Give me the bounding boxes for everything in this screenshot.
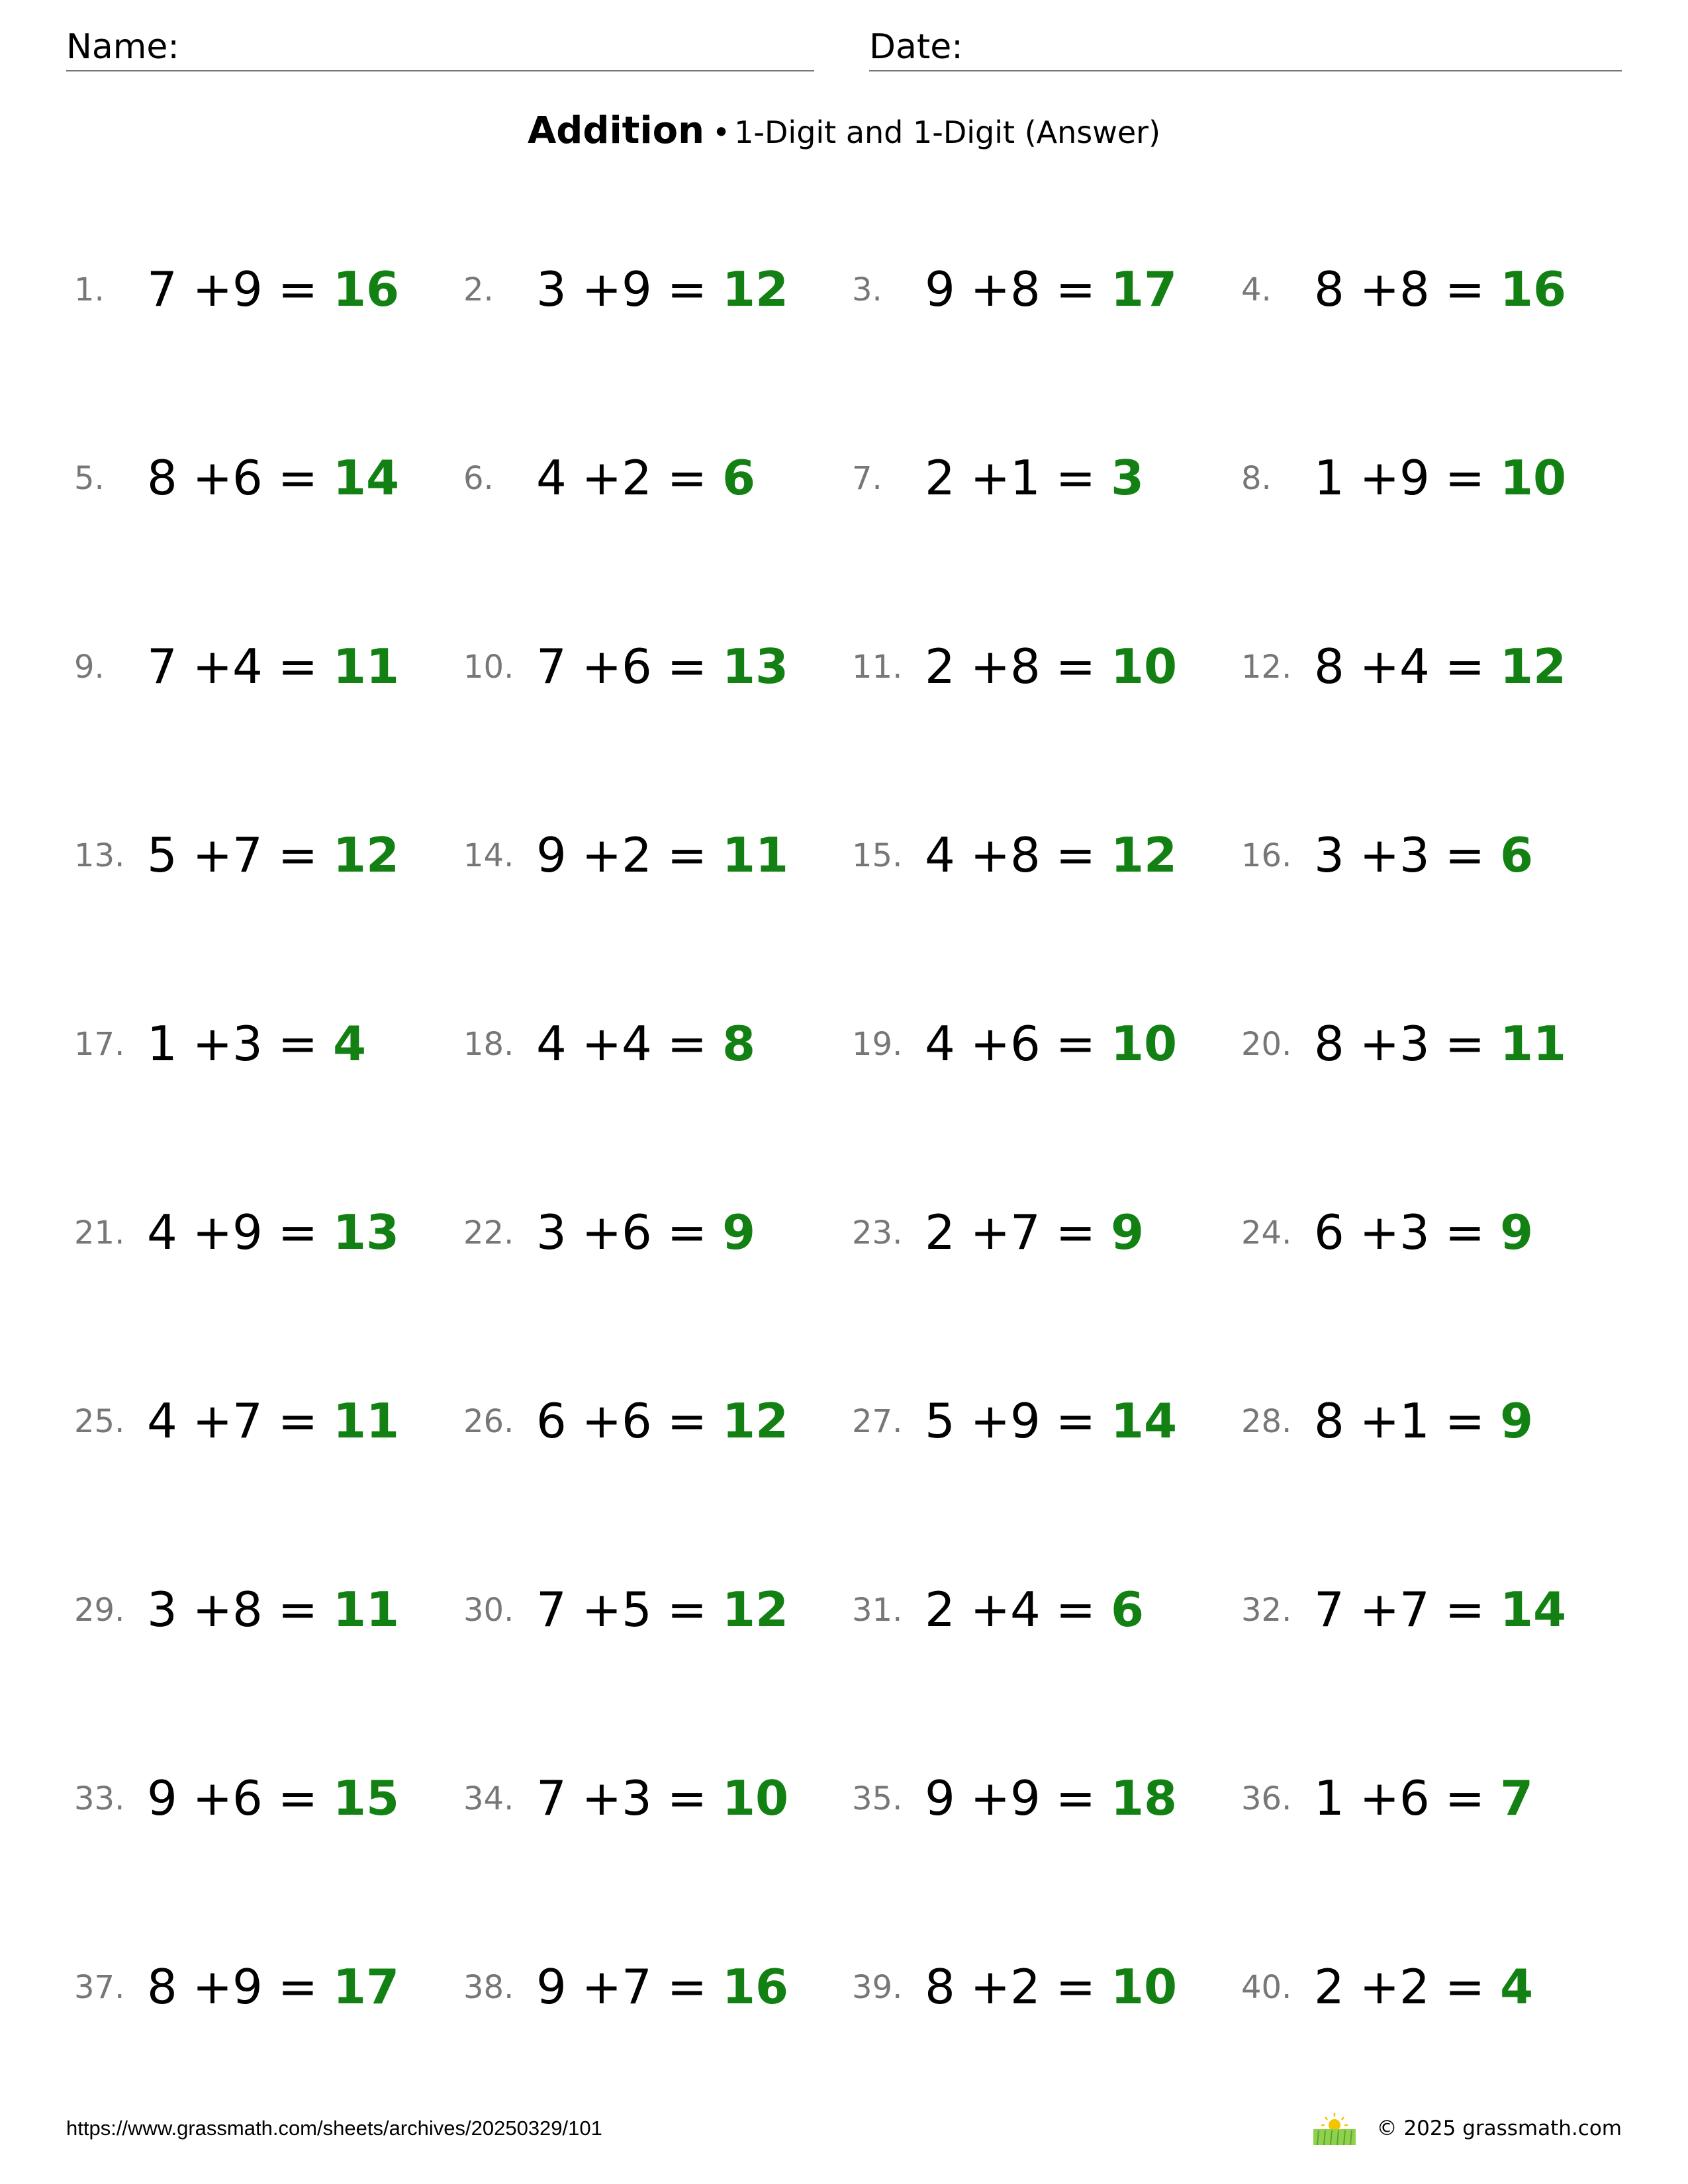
problem-number: 26. <box>463 1403 514 1440</box>
addend-b: 3 <box>1399 1205 1430 1260</box>
equals-sign: = <box>1444 261 1485 317</box>
problem-number: 11. <box>852 649 903 686</box>
addend-a: 4 <box>925 1016 955 1071</box>
plus-operator: + <box>970 639 1011 694</box>
plus-operator: + <box>581 639 622 694</box>
addend-b: 6 <box>622 1205 652 1260</box>
answer: 16 <box>332 261 400 317</box>
problem-expression <box>536 637 788 696</box>
plus-operator: + <box>1359 1959 1400 2015</box>
answer: 4 <box>1499 1959 1534 2015</box>
footer-url: https://www.grassmath.com/sheets/archives/20250329/101 <box>66 2116 602 2140</box>
answer: 12 <box>332 827 400 883</box>
answer: 10 <box>1110 1959 1178 2015</box>
addend-b: 2 <box>622 450 652 506</box>
addend-b: 4 <box>1399 639 1430 694</box>
problem-expression <box>925 1391 1177 1451</box>
plus-operator: + <box>970 261 1011 317</box>
problem-expression <box>1314 825 1533 885</box>
addend-a: 7 <box>536 1770 567 1826</box>
plus-operator: + <box>192 639 233 694</box>
problem-expression <box>925 1957 1177 2017</box>
equals-sign: = <box>1055 827 1096 883</box>
plus-operator: + <box>192 1582 233 1637</box>
addend-b: 6 <box>232 450 263 506</box>
addend-a: 3 <box>536 261 567 317</box>
problem-number: 3. <box>852 271 882 308</box>
addend-b: 8 <box>1010 261 1041 317</box>
addend-b: 4 <box>232 639 263 694</box>
answer: 17 <box>1110 261 1178 317</box>
answer: 12 <box>1499 639 1567 694</box>
problem-number: 23. <box>852 1214 903 1251</box>
problem-expression <box>536 259 788 319</box>
problem-expression <box>147 637 399 696</box>
problem-number: 38. <box>463 1969 514 2006</box>
plus-operator: + <box>970 1393 1011 1449</box>
equals-sign: = <box>1055 450 1096 506</box>
problem-expression <box>1314 637 1566 696</box>
equals-sign: = <box>667 450 708 506</box>
addend-b: 1 <box>1010 450 1041 506</box>
equals-sign: = <box>667 1205 708 1260</box>
problem-expression <box>147 1391 399 1451</box>
answer: 14 <box>1110 1393 1178 1449</box>
addend-a: 7 <box>536 1582 567 1637</box>
addend-a: 2 <box>925 450 955 506</box>
answer: 12 <box>722 1582 789 1637</box>
addend-a: 9 <box>925 261 955 317</box>
problem-number: 19. <box>852 1026 903 1063</box>
problem-number: 21. <box>74 1214 125 1251</box>
equals-sign: = <box>1444 1582 1485 1637</box>
grassmath-logo-icon <box>1311 2111 1358 2146</box>
date-field <box>869 24 1622 71</box>
problem-expression <box>925 1768 1177 1828</box>
addend-b: 6 <box>232 1770 263 1826</box>
plus-operator: + <box>581 1205 622 1260</box>
plus-operator: + <box>970 1770 1011 1826</box>
plus-operator: + <box>192 450 233 506</box>
answer: 18 <box>1110 1770 1178 1826</box>
problem-number: 40. <box>1241 1969 1292 2006</box>
addend-b: 3 <box>1399 827 1430 883</box>
problem-number: 8. <box>1241 460 1272 497</box>
addend-b: 8 <box>1010 639 1041 694</box>
answer: 14 <box>1499 1582 1567 1637</box>
answer: 8 <box>722 1016 756 1071</box>
problem-expression <box>925 448 1144 508</box>
problem-expression <box>1314 1391 1533 1451</box>
equals-sign: = <box>277 827 318 883</box>
addend-b: 6 <box>1399 1770 1430 1826</box>
answer: 10 <box>1110 639 1178 694</box>
answer: 11 <box>722 827 789 883</box>
problem-number: 12. <box>1241 649 1292 686</box>
addend-b: 9 <box>1010 1770 1041 1826</box>
worksheet-title <box>0 105 1688 159</box>
plus-operator: + <box>581 1016 622 1071</box>
problem-number: 10. <box>463 649 514 686</box>
addend-a: 2 <box>1314 1959 1344 2015</box>
addend-a: 1 <box>147 1016 177 1071</box>
addend-b: 6 <box>1010 1016 1041 1071</box>
answer: 16 <box>1499 261 1567 317</box>
addend-a: 3 <box>536 1205 567 1260</box>
plus-operator: + <box>1359 450 1400 506</box>
footer-copyright: © 2025 grassmath.com <box>1376 2116 1622 2140</box>
problem-number: 39. <box>852 1969 903 2006</box>
problem-expression <box>536 1768 788 1828</box>
plus-operator: + <box>970 1959 1011 2015</box>
problem-number: 30. <box>463 1592 514 1629</box>
addend-b: 3 <box>1399 1016 1430 1071</box>
addend-b: 6 <box>622 639 652 694</box>
addend-b: 9 <box>1399 450 1430 506</box>
answer: 9 <box>1499 1393 1534 1449</box>
addend-a: 1 <box>1314 1770 1344 1826</box>
problem-expression <box>147 1580 399 1639</box>
problem-expression <box>536 825 788 885</box>
answer: 15 <box>332 1770 400 1826</box>
plus-operator: + <box>581 1393 622 1449</box>
problem-expression <box>1314 1580 1566 1639</box>
equals-sign: = <box>1444 1016 1485 1071</box>
addend-a: 4 <box>147 1393 177 1449</box>
problem-number: 27. <box>852 1403 903 1440</box>
plus-operator: + <box>192 1205 233 1260</box>
addend-b: 9 <box>622 261 652 317</box>
plus-operator: + <box>192 1393 233 1449</box>
problem-expression <box>147 448 399 508</box>
answer: 11 <box>332 1582 400 1637</box>
date-label: Date: <box>869 27 963 67</box>
addend-b: 2 <box>1010 1959 1041 2015</box>
problem-number: 24. <box>1241 1214 1292 1251</box>
problem-number: 37. <box>74 1969 125 2006</box>
problem-number: 20. <box>1241 1026 1292 1063</box>
addend-a: 4 <box>925 827 955 883</box>
plus-operator: + <box>1359 827 1400 883</box>
equals-sign: = <box>1055 1393 1096 1449</box>
problem-expression <box>925 1014 1177 1073</box>
addend-b: 1 <box>1399 1393 1430 1449</box>
equals-sign: = <box>667 1393 708 1449</box>
title-separator: • <box>712 114 731 150</box>
equals-sign: = <box>277 261 318 317</box>
equals-sign: = <box>277 450 318 506</box>
answer: 9 <box>722 1205 756 1260</box>
plus-operator: + <box>192 1959 233 2015</box>
plus-operator: + <box>970 1205 1011 1260</box>
problem-number: 17. <box>74 1026 125 1063</box>
problem-expression <box>536 1580 788 1639</box>
equals-sign: = <box>667 639 708 694</box>
equals-sign: = <box>277 1770 318 1826</box>
addend-b: 2 <box>1399 1959 1430 2015</box>
problem-expression <box>1314 1203 1533 1262</box>
problem-expression <box>536 1203 755 1262</box>
addend-a: 5 <box>147 827 177 883</box>
plus-operator: + <box>581 1770 622 1826</box>
answer: 10 <box>722 1770 789 1826</box>
plus-operator: + <box>1359 1205 1400 1260</box>
answer: 10 <box>1499 450 1567 506</box>
plus-operator: + <box>581 1959 622 2015</box>
equals-sign: = <box>667 1959 708 2015</box>
equals-sign: = <box>1055 1016 1096 1071</box>
answer: 12 <box>1110 827 1178 883</box>
plus-operator: + <box>192 1770 233 1826</box>
problem-expression <box>925 259 1177 319</box>
problem-number: 29. <box>74 1592 125 1629</box>
answer: 11 <box>332 1393 400 1449</box>
problem-number: 5. <box>74 460 105 497</box>
plus-operator: + <box>581 827 622 883</box>
problem-expression <box>536 1391 788 1451</box>
addend-b: 8 <box>1399 261 1430 317</box>
equals-sign: = <box>1444 1393 1485 1449</box>
addend-a: 5 <box>925 1393 955 1449</box>
problem-number: 35. <box>852 1780 903 1817</box>
problem-expression <box>147 1768 399 1828</box>
addend-a: 9 <box>925 1770 955 1826</box>
title-subtitle: 1-Digit and 1-Digit (Answer) <box>734 114 1161 150</box>
addend-a: 9 <box>536 827 567 883</box>
addend-b: 8 <box>1010 827 1041 883</box>
plus-operator: + <box>192 827 233 883</box>
addend-a: 9 <box>147 1770 177 1826</box>
problem-number: 13. <box>74 837 125 874</box>
problem-number: 6. <box>463 460 494 497</box>
plus-operator: + <box>192 261 233 317</box>
problem-expression <box>925 637 1177 696</box>
plus-operator: + <box>1359 1016 1400 1071</box>
problem-expression <box>536 1014 755 1073</box>
equals-sign: = <box>1444 1959 1485 2015</box>
problem-number: 15. <box>852 837 903 874</box>
equals-sign: = <box>1055 1582 1096 1637</box>
problem-number: 25. <box>74 1403 125 1440</box>
problem-expression <box>1314 259 1566 319</box>
addend-a: 4 <box>536 1016 567 1071</box>
addend-a: 8 <box>1314 261 1344 317</box>
equals-sign: = <box>1055 639 1096 694</box>
problem-number: 34. <box>463 1780 514 1817</box>
problem-number: 33. <box>74 1780 125 1817</box>
plus-operator: + <box>1359 1770 1400 1826</box>
equals-sign: = <box>1444 639 1485 694</box>
problem-expression <box>925 825 1177 885</box>
addend-a: 7 <box>147 639 177 694</box>
problem-number: 1. <box>74 271 105 308</box>
problem-expression <box>147 1957 399 2017</box>
problem-number: 16. <box>1241 837 1292 874</box>
addend-a: 2 <box>925 1205 955 1260</box>
problem-expression <box>925 1203 1144 1262</box>
addend-a: 8 <box>1314 1393 1344 1449</box>
addend-a: 8 <box>147 1959 177 2015</box>
addend-a: 1 <box>1314 450 1344 506</box>
addend-a: 7 <box>536 639 567 694</box>
name-label: Name: <box>66 27 179 67</box>
equals-sign: = <box>667 1770 708 1826</box>
addend-b: 5 <box>622 1582 652 1637</box>
addend-b: 9 <box>232 1959 263 2015</box>
plus-operator: + <box>970 827 1011 883</box>
equals-sign: = <box>277 1582 318 1637</box>
equals-sign: = <box>1055 1959 1096 2015</box>
equals-sign: = <box>667 1582 708 1637</box>
equals-sign: = <box>277 1205 318 1260</box>
problem-expression <box>147 1203 399 1262</box>
answer: 6 <box>1110 1582 1145 1637</box>
problem-number: 36. <box>1241 1780 1292 1817</box>
equals-sign: = <box>1444 1205 1485 1260</box>
addend-a: 9 <box>536 1959 567 2015</box>
addend-b: 8 <box>232 1582 263 1637</box>
equals-sign: = <box>667 1016 708 1071</box>
problem-expression <box>1314 448 1566 508</box>
problem-expression <box>536 448 755 508</box>
addend-a: 3 <box>1314 827 1344 883</box>
plus-operator: + <box>1359 1393 1400 1449</box>
addend-b: 7 <box>1399 1582 1430 1637</box>
problem-number: 14. <box>463 837 514 874</box>
answer: 12 <box>722 1393 789 1449</box>
problem-number: 32. <box>1241 1592 1292 1629</box>
addend-a: 7 <box>147 261 177 317</box>
answer: 4 <box>332 1016 367 1071</box>
answer: 11 <box>1499 1016 1567 1071</box>
problem-expression <box>147 259 399 319</box>
problem-expression <box>536 1957 788 2017</box>
plus-operator: + <box>970 450 1011 506</box>
answer: 17 <box>332 1959 400 2015</box>
footer-branding <box>1311 2109 1622 2148</box>
problem-number: 18. <box>463 1026 514 1063</box>
problem-number: 2. <box>463 271 494 308</box>
answer: 7 <box>1499 1770 1534 1826</box>
addend-b: 3 <box>232 1016 263 1071</box>
problem-number: 4. <box>1241 271 1272 308</box>
equals-sign: = <box>667 827 708 883</box>
answer: 3 <box>1110 450 1145 506</box>
addend-a: 8 <box>925 1959 955 2015</box>
addend-a: 7 <box>1314 1582 1344 1637</box>
equals-sign: = <box>1444 1770 1485 1826</box>
problem-expression <box>1314 1768 1533 1828</box>
problem-number: 31. <box>852 1592 903 1629</box>
addend-b: 3 <box>622 1770 652 1826</box>
problem-expression <box>1314 1957 1533 2017</box>
answer: 14 <box>332 450 400 506</box>
answer: 13 <box>332 1205 400 1260</box>
equals-sign: = <box>1444 450 1485 506</box>
plus-operator: + <box>1359 261 1400 317</box>
problem-number: 7. <box>852 460 882 497</box>
addend-a: 8 <box>1314 1016 1344 1071</box>
addend-a: 2 <box>925 1582 955 1637</box>
plus-operator: + <box>1359 1582 1400 1637</box>
equals-sign: = <box>277 1016 318 1071</box>
addend-b: 9 <box>232 261 263 317</box>
addend-b: 7 <box>1010 1205 1041 1260</box>
problem-number: 9. <box>74 649 105 686</box>
addend-a: 3 <box>147 1582 177 1637</box>
equals-sign: = <box>1055 1205 1096 1260</box>
name-field <box>66 24 814 71</box>
answer: 12 <box>722 261 789 317</box>
equals-sign: = <box>1055 261 1096 317</box>
plus-operator: + <box>581 450 622 506</box>
addend-a: 4 <box>536 450 567 506</box>
problem-expression <box>925 1580 1144 1639</box>
answer: 6 <box>1499 827 1534 883</box>
addend-b: 9 <box>1010 1393 1041 1449</box>
problem-number: 28. <box>1241 1403 1292 1440</box>
equals-sign: = <box>667 261 708 317</box>
problem-expression <box>147 1014 366 1073</box>
plus-operator: + <box>1359 639 1400 694</box>
answer: 9 <box>1110 1205 1145 1260</box>
addend-b: 6 <box>622 1393 652 1449</box>
equals-sign: = <box>1055 1770 1096 1826</box>
addend-a: 8 <box>1314 639 1344 694</box>
addend-b: 7 <box>232 1393 263 1449</box>
addend-b: 2 <box>622 827 652 883</box>
answer: 9 <box>1499 1205 1534 1260</box>
equals-sign: = <box>277 1959 318 2015</box>
plus-operator: + <box>970 1016 1011 1071</box>
problem-expression <box>147 825 399 885</box>
addend-a: 8 <box>147 450 177 506</box>
plus-operator: + <box>581 1582 622 1637</box>
equals-sign: = <box>277 1393 318 1449</box>
addend-a: 6 <box>1314 1205 1344 1260</box>
answer: 11 <box>332 639 400 694</box>
addend-b: 4 <box>622 1016 652 1071</box>
plus-operator: + <box>581 261 622 317</box>
answer: 6 <box>722 450 756 506</box>
addend-a: 2 <box>925 639 955 694</box>
answer: 16 <box>722 1959 789 2015</box>
plus-operator: + <box>970 1582 1011 1637</box>
title-main: Addition <box>527 109 704 152</box>
answer: 13 <box>722 639 789 694</box>
equals-sign: = <box>277 639 318 694</box>
addend-a: 6 <box>536 1393 567 1449</box>
addend-b: 4 <box>1010 1582 1041 1637</box>
addend-b: 9 <box>232 1205 263 1260</box>
addend-b: 7 <box>622 1959 652 2015</box>
plus-operator: + <box>192 1016 233 1071</box>
addend-a: 4 <box>147 1205 177 1260</box>
answer: 10 <box>1110 1016 1178 1071</box>
equals-sign: = <box>1444 827 1485 883</box>
problem-number: 22. <box>463 1214 514 1251</box>
problem-expression <box>1314 1014 1566 1073</box>
addend-b: 7 <box>232 827 263 883</box>
